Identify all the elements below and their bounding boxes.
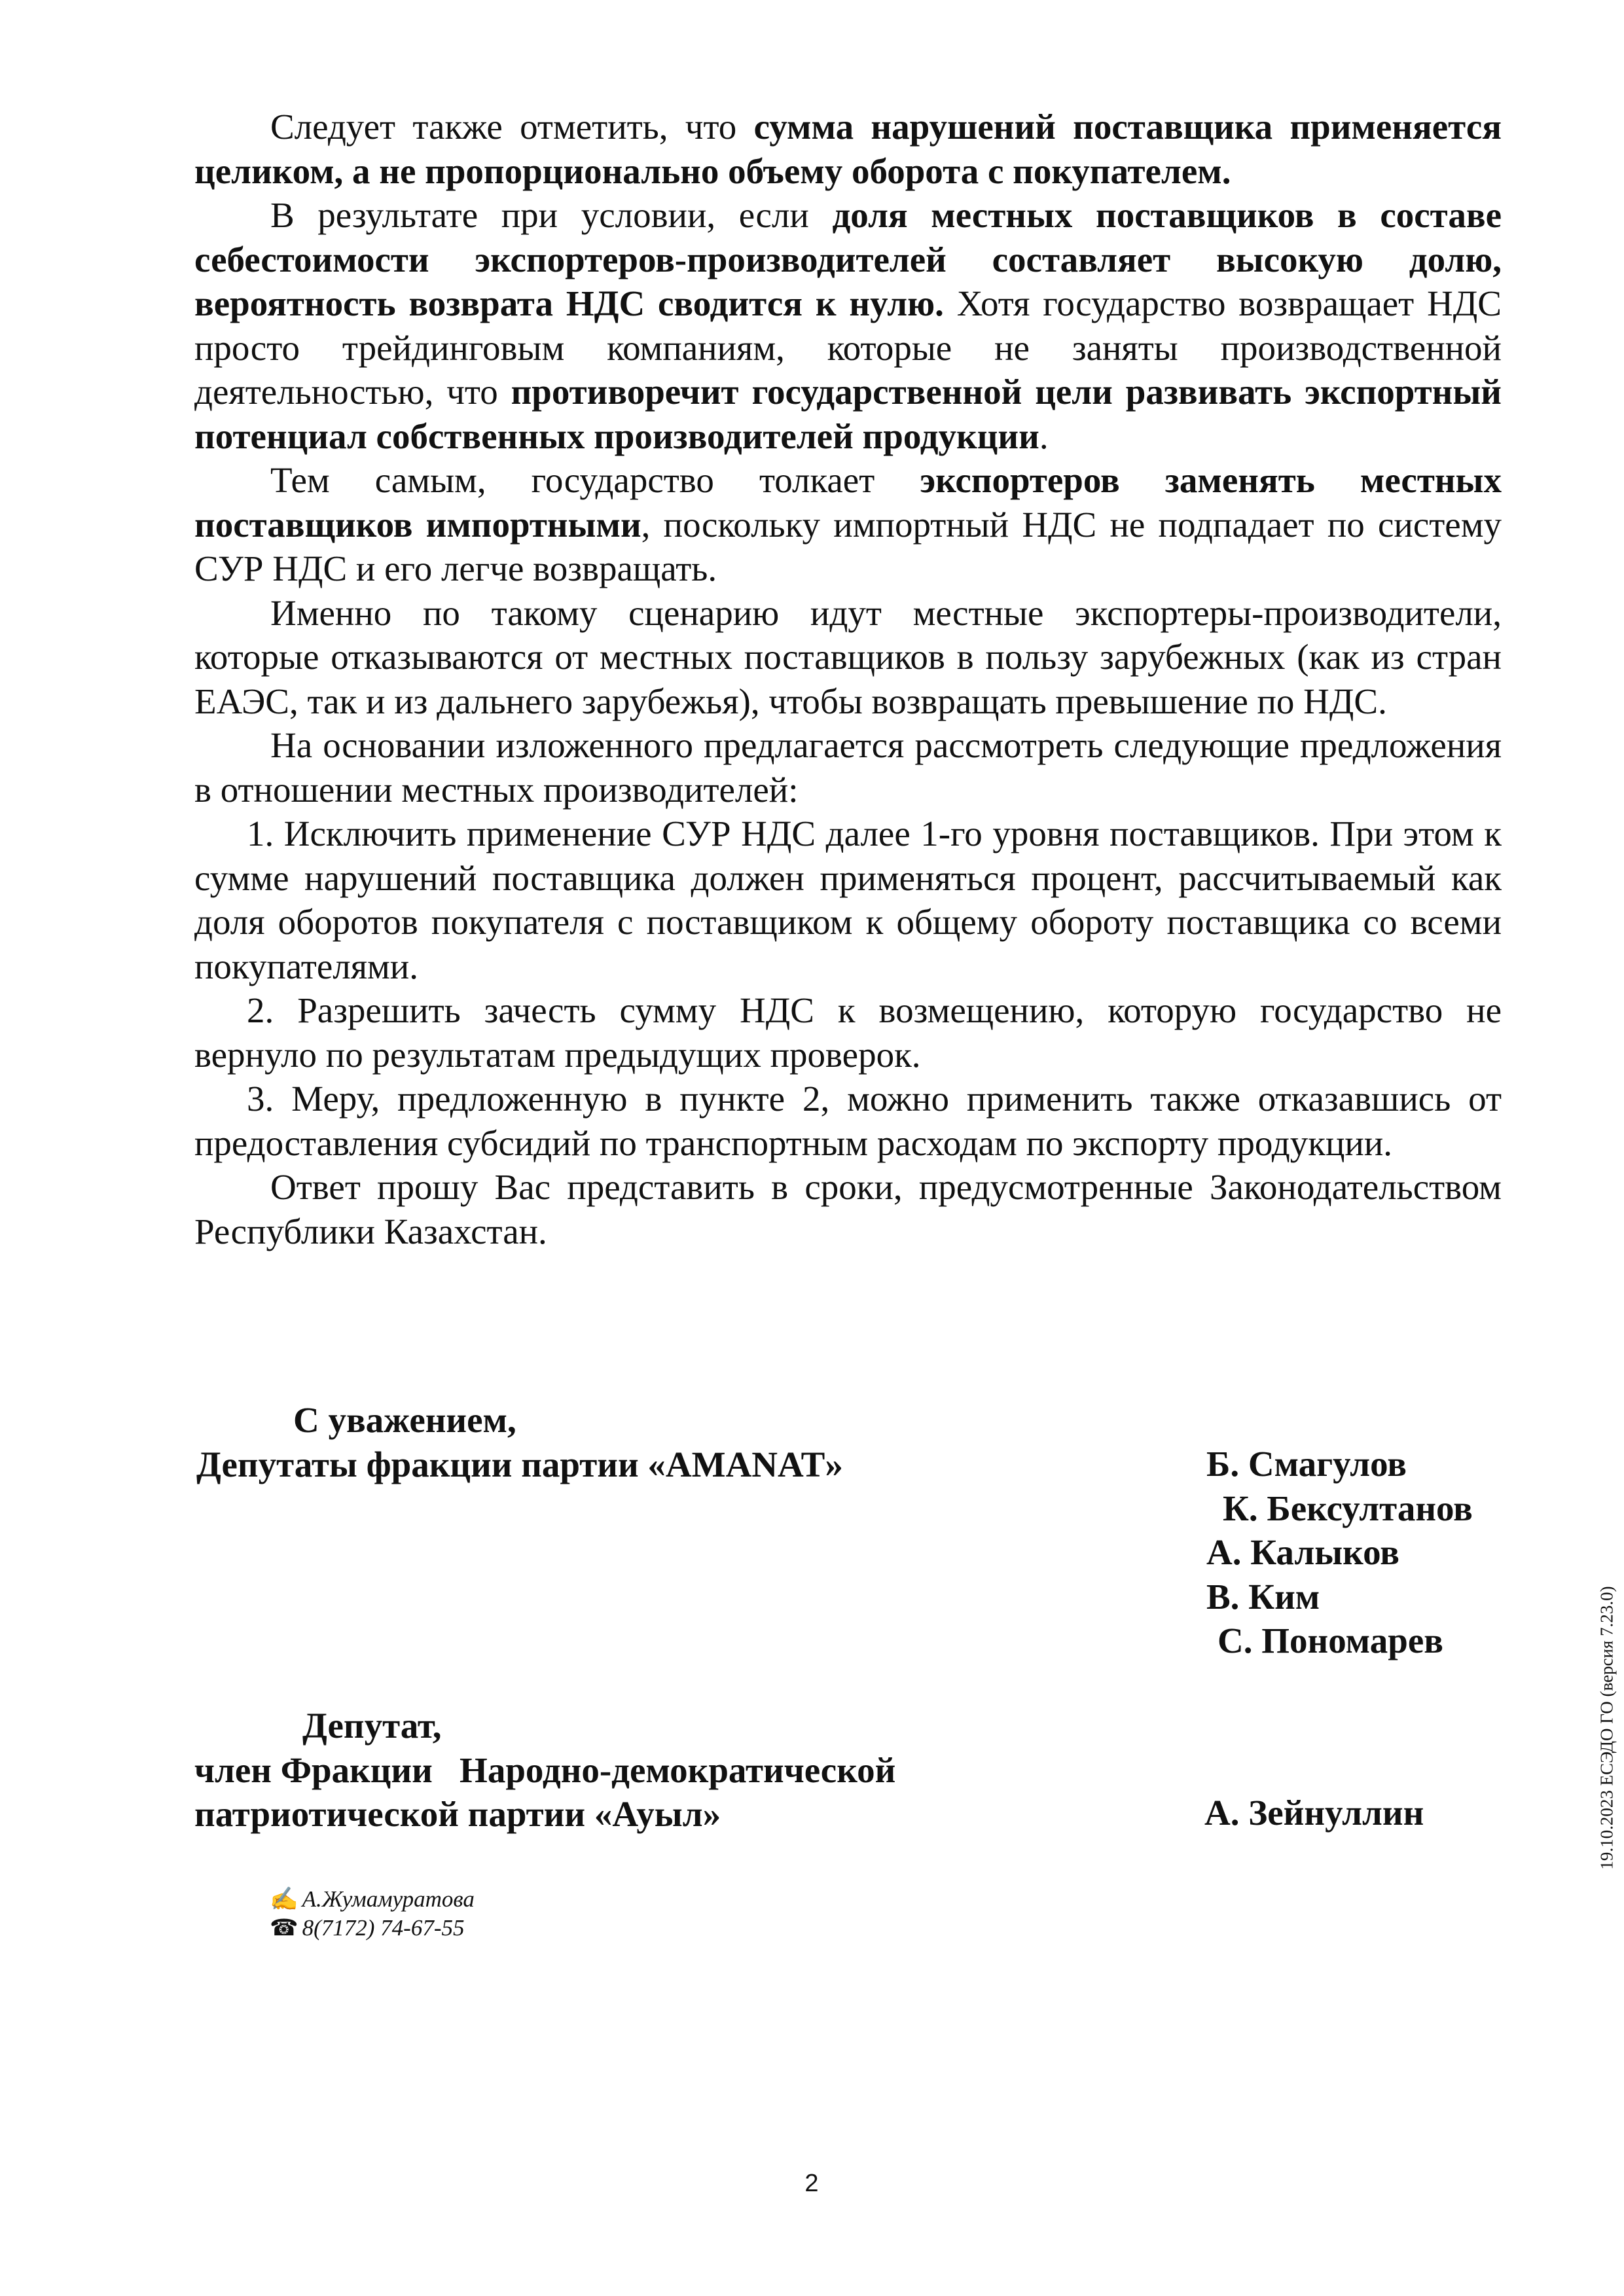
signatory-title: Депутат, [302, 1706, 442, 1746]
signatory-affiliation: член Фракции Народно-демократической [194, 1749, 896, 1790]
text-run: Хотя государство возвращает НДС просто трейдинговым компаниям, которые не заняты производственной деятельностью, что [194, 283, 1502, 412]
list-number: 3. [247, 1079, 274, 1119]
text-run-bold: противоречит государственной цели развивать экспортный потенциал собственных производителей продукции [194, 372, 1502, 456]
signatory-name: Б. Смагулов [1206, 1444, 1407, 1484]
list-number: 1. [247, 814, 274, 853]
paragraph-4 [194, 591, 1502, 724]
signature-block-amanat [196, 1398, 843, 1486]
phone-icon: ☎ [270, 1915, 298, 1941]
list-text: Разрешить зачесть сумму НДС к возмещению, которую государство не вернуло по результатам предыдущих проверок. [194, 990, 1502, 1075]
signatory-affiliation: патриотической партии «Ауыл» [194, 1794, 721, 1834]
author-line [270, 1885, 475, 1914]
list-number: 2. [247, 990, 274, 1030]
paragraph-3 [194, 458, 1502, 591]
signatory-name: А. Калыков [1206, 1532, 1399, 1572]
list-text: Исключить применение СУР НДС далее 1-го уровня поставщиков. При этом к сумме нарушений поставщика должен применяться процент, рассчитываемый как доля оборотов покупателя с поставщиком к общему обороту поставщика со всеми покупателями. [194, 814, 1502, 986]
text-run: Следует также отметить, что [270, 107, 754, 147]
paragraph-2 [194, 193, 1502, 458]
text-run: В результате при условии, если [270, 195, 833, 235]
author-name: А.Жумамуратова [302, 1886, 475, 1912]
pen-icon: ✍ [270, 1886, 298, 1912]
greeting: С уважением, [293, 1400, 516, 1440]
signatory-name: С. Пономарев [1218, 1621, 1443, 1660]
signatory-name: К. Бексултанов [1223, 1488, 1473, 1528]
signatory-title: Депутаты фракции партии «AMANAT» [196, 1444, 843, 1484]
signatory-names [1206, 1442, 1473, 1663]
text-run-bold: доля местных поставщиков в составе себестоимости экспортеров-производителей составляет высокую долю, вероятность возврата НДС сводится к нулю. [194, 195, 1502, 323]
signature-block-auyl [194, 1704, 895, 1837]
text-run: , поскольку импортный НДС не подпадает по систему СУР НДС и его легче возвращать. [194, 504, 1502, 588]
contact-info [270, 1885, 475, 1943]
letter-body [194, 105, 1502, 1253]
text-run: На основании изложенного предлагается рассмотреть следующие предложения в отношении местных производителей: [194, 725, 1502, 810]
paragraph-1 [194, 105, 1502, 193]
text-run-bold: экспортеров заменять местных поставщиков импортными [194, 460, 1502, 545]
proposal-item-2 [194, 988, 1502, 1077]
text-run: Тем самым, государство толкает [270, 460, 920, 500]
signatory-name: В. Ким [1206, 1576, 1320, 1617]
phone-number: 8(7172) 74-67-55 [302, 1915, 465, 1941]
phone-line [270, 1914, 475, 1943]
proposal-item-3 [194, 1077, 1502, 1165]
text-run: . [1039, 416, 1049, 456]
registration-stamp: 19.10.2023 ЕСЭДО ГО (версия 7.23.0) [1597, 1586, 1617, 1870]
closing-paragraph: Ответ прошу Вас представить в сроки, предусмотренные Законодательством Республики Казахстан. [194, 1167, 1502, 1251]
proposal-item-1 [194, 812, 1502, 988]
signatory-name: А. Зейнуллин [1204, 1793, 1424, 1833]
list-text: Меру, предложенную в пункте 2, можно применить также отказавшись от предоставления субсидий по транспортным расходам по экспорту продукции. [194, 1079, 1502, 1163]
text-run: Именно по такому сценарию идут местные экспортеры-производители, которые отказываются от местных поставщиков в пользу зарубежных (как из стран ЕАЭС, так и из дальнего зарубежья), чтобы возвращать превышение по НДС. [194, 592, 1502, 721]
text-run-bold: сумма нарушений поставщика применяется целиком, а не пропорционально объему оборота с покупателем. [194, 107, 1502, 191]
paragraph-5 [194, 723, 1502, 812]
page-number: 2 [804, 2170, 819, 2197]
